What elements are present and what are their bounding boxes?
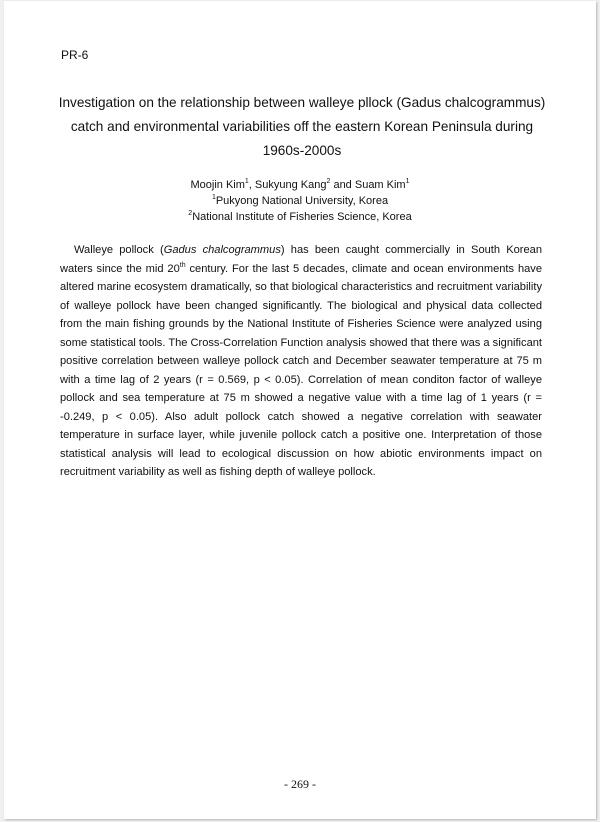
affiliation-text: Pukyong National University, Korea [215, 195, 389, 207]
presentation-code: PR-6 [61, 48, 89, 62]
paper-title: Investigation on the relationship between walleye pllock (Gadus chalcogrammus) catch and environmental variabilities off the eastern Korean Peninsula during 1960s-2000s [58, 95, 546, 158]
affiliation [44, 193, 556, 209]
abstract-paragraph [60, 241, 542, 482]
author-separator: and [330, 179, 355, 191]
author-affiliation-mark: 1 [244, 178, 249, 185]
author-affiliation-mark: 2 [326, 178, 331, 185]
abstract-text: century. For the last 5 decades, climate and ocean environments have altered marine ecosystem dramatically, so that biological characteristics and recruitment variability of walleye pollock have been changed significantly. The biological and physical data collected from the main fishing grounds by the National Institute of Fisheries Science were analyzed using some statistical tools. The Cross-Correlation Function analysis showed that there was a significant positive correlation between walleye pollock catch and December seawater temperature at 75 m with a time lag of 2 years (r = 0.569, p < 0.05). Correlation of mean conditon factor of walleye pollock and sea temperature at 75 m showed a negative value with a time lag of 1 years (r = -0.249, p < 0.05). Also adult pollock catch showed a negative correlation with seawater temperature in surface layer, while juvenile pollock catch a positive one. Interpretation of those statistical analysis will lead to ecological discussion on how abiotic environments impact on recruitment variability as well as fishing depth of walleye pollock. [60, 262, 542, 478]
abstract-text: ) has been caught commercially in South Korean waters since the mid 20 [60, 244, 543, 275]
affiliation [44, 209, 556, 225]
author-name: Suam Kim [354, 179, 406, 191]
affiliation-mark: 2 [188, 210, 193, 217]
affiliation-text: National Institute of Fisheries Science, Korea [192, 211, 412, 223]
author-name: Moojin Kim [190, 179, 245, 191]
author-affiliation-mark: 1 [405, 178, 410, 185]
page-number: - 269 - [284, 777, 316, 791]
ordinal-suffix: th [179, 261, 186, 269]
abstract-text: Walleye pollock ( [74, 244, 164, 256]
affiliation-mark: 1 [211, 194, 216, 201]
paper-page [4, 1, 596, 819]
author-block [44, 177, 556, 225]
author-list [44, 177, 556, 193]
author-name: Sukyung Kang [254, 179, 327, 191]
species-name: Gadus chalcogrammus [163, 244, 281, 256]
author-separator: , [248, 179, 255, 191]
